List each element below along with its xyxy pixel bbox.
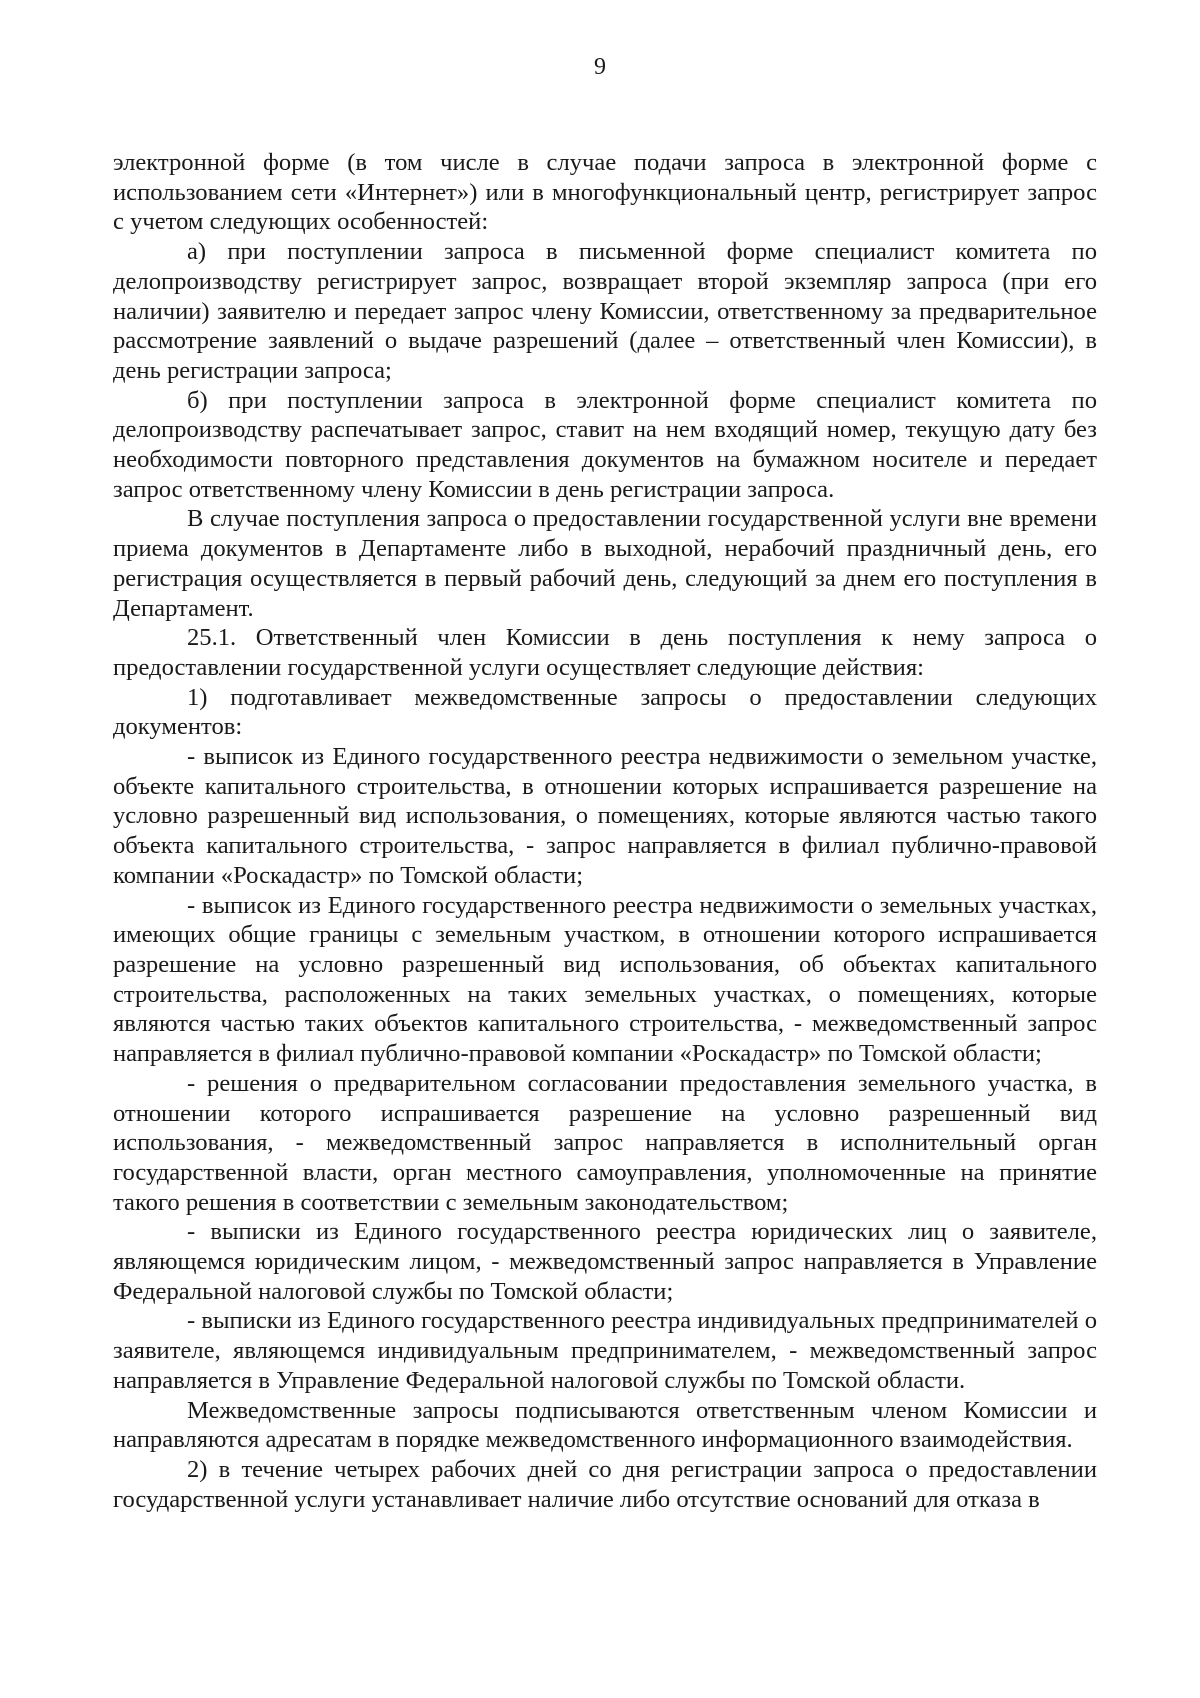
paragraph-item-b: б) при поступлении запроса в электронной форме специалист комитета по делопроизводству распечатывает запрос, ставит на нем входящий номер, текущую дату без необходимости повторного представления документов на бумажном носителе и передает запрос ответственному члену Комиссии в день регистрации запроса. — [113, 386, 1097, 503]
paragraph-step-2: 2) в течение четырех рабочих дней со дня регистрации запроса о предоставлении государственной услуги устанавливает наличие либо отсутствие оснований для отказа в — [113, 1455, 1097, 1513]
paragraph-egrn-land-plot: - выписок из Единого государственного реестра недвижимости о земельном участке, объекте капитального строительства, в отношении которых испрашивается разрешение на условно разрешенный вид использования, о помещениях, которые являются частью такого объекта капитального строительства, - запрос направляется в филиал публично-правовой компании «Роскадастр» по Томской области; — [113, 743, 1097, 889]
paragraph-signing: Межведомственные запросы подписываются ответственным членом Комиссии и направляются адресатам в порядке межведомственного информационного взаимодействия. — [113, 1396, 1097, 1454]
paragraph-egrn-adjacent-plots: - выписок из Единого государственного реестра недвижимости о земельных участках, имеющих общие границы с земельным участком, в отношении которого испрашивается разрешение на условно разрешенный вид использования, об объектах капитального строительства, расположенных на таких земельных участках, о помещениях, которые являются частью таких объектов капитального строительства, - межведомственный запрос направляется в филиал публично-правовой компании «Роскадастр» по Томской области; — [113, 891, 1097, 1068]
paragraph-25-1: 25.1. Ответственный член Комиссии в день поступления к нему запроса о предоставлении государственной услуги осуществляет следующие действия: — [113, 624, 1097, 681]
paragraph-egrip: - выписки из Единого государственного реестра индивидуальных предпринимателей о заявителе, являющемся индивидуальным предпринимателем, - межведомственный запрос направляется в Управление Федеральной налоговой службы по Томской области. — [113, 1307, 1097, 1394]
paragraph-step-1: 1) подготавливает межведомственные запросы о предоставлении следующих документов: — [113, 683, 1097, 741]
paragraph-egrul: - выписки из Единого государственного реестра юридических лиц о заявителе, являющемся юридическим лицом, - межведомственный запрос направляется в Управление Федеральной налоговой службы по Томской области; — [113, 1218, 1097, 1305]
paragraph-off-hours-registration: В случае поступления запроса о предоставлении государственной услуги вне времени приема документов в Департаменте либо в выходной, нерабочий праздничный день, его регистрация осуществляется в первый рабочий день, следующий за днем его поступления в Департамент. — [113, 505, 1097, 622]
paragraph-preliminary-approval: - решения о предварительном согласовании предоставления земельного участка, в отношении которого испрашивается разрешение на условно разрешенный вид использования, - межведомственный запрос направляется в исполнительный орган государственной власти, орган местного самоуправления, уполномоченные на принятие такого решения в соответствии с земельным законодательством; — [113, 1069, 1097, 1216]
paragraph-item-a: а) при поступлении запроса в письменной форме специалист комитета по делопроизводству регистрирует запрос, возвращает второй экземпляр запроса (при его наличии) заявителю и передает запрос члену Комиссии, ответственному за предварительное рассмотрение заявлений о выдаче разрешений (далее – ответственный член Комиссии), в день регистрации запроса; — [113, 238, 1097, 384]
page-number: 9 — [594, 54, 606, 80]
paragraph-continuation: электронной форме (в том числе в случае подачи запроса в электронной форме с использованием сети «Интернет») или в многофункциональный центр, регистрирует запрос с учетом следующих особенностей: — [113, 149, 1097, 236]
document-body — [113, 148, 1097, 1514]
